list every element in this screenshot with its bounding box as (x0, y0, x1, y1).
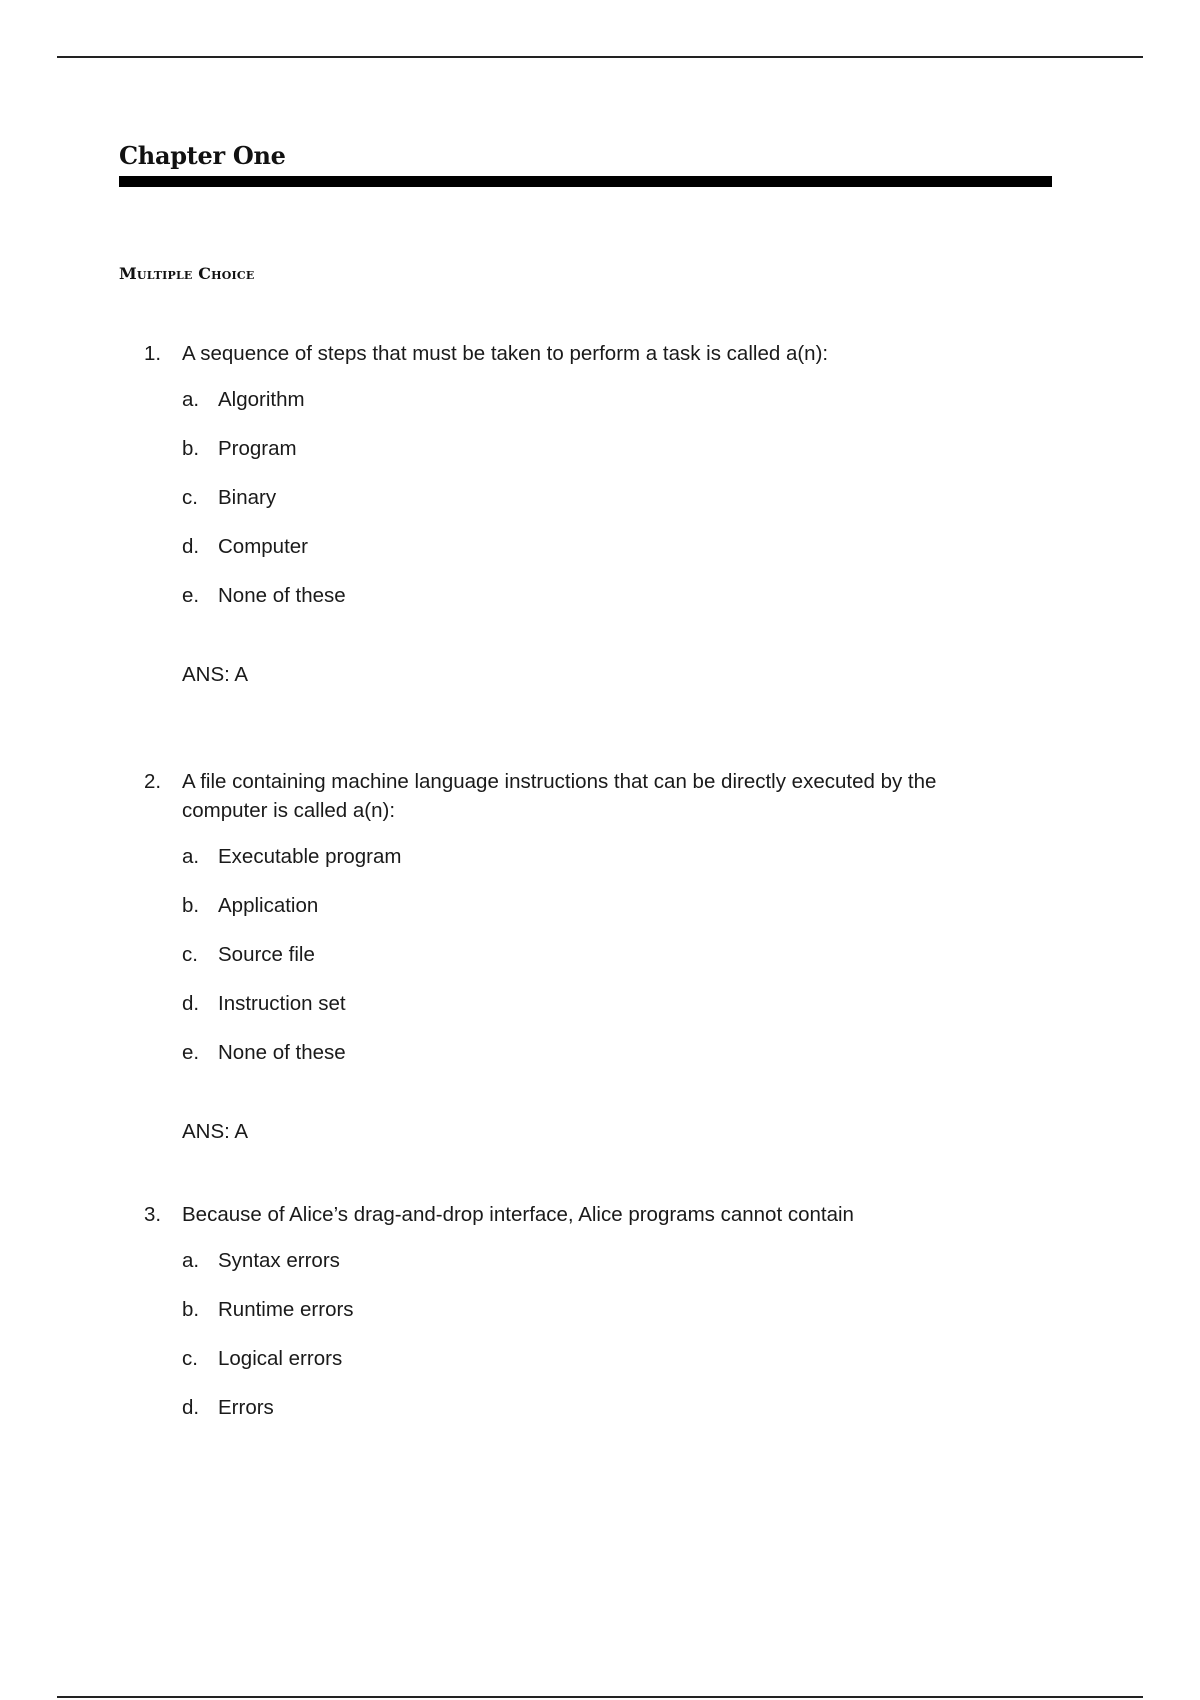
option-text: Computer (218, 535, 309, 558)
option-text: Logical errors (218, 1347, 343, 1370)
section-heading: Multiple Choice (119, 264, 255, 283)
option-text: Algorithm (218, 388, 305, 411)
option-letter: c. (182, 1347, 198, 1370)
option-d (144, 1393, 1024, 1422)
page-bottom-rule (57, 1696, 1143, 1698)
page-top-rule (57, 56, 1143, 58)
option-d (144, 989, 1024, 1018)
option-letter: d. (182, 1396, 200, 1419)
answer-key: ANS: A (182, 1120, 249, 1143)
option-letter: a. (182, 1249, 200, 1272)
option-c (144, 940, 1024, 969)
option-letter: b. (182, 1298, 200, 1321)
option-text: None of these (218, 584, 346, 607)
question-text: A sequence of steps that must be taken to perform a task is called a(n): (182, 342, 829, 365)
question-2 (144, 767, 1024, 1146)
option-letter: c. (182, 486, 198, 509)
option-text: Application (218, 894, 319, 917)
option-text: Source file (218, 943, 315, 966)
option-text: Executable program (218, 845, 402, 868)
option-letter: e. (182, 584, 200, 607)
question-stem (144, 339, 1024, 368)
option-e (144, 581, 1024, 610)
option-letter: e. (182, 1041, 200, 1064)
question-1 (144, 339, 1024, 689)
option-c (144, 1344, 1024, 1373)
option-a (144, 385, 1024, 414)
option-letter: b. (182, 894, 200, 917)
option-c (144, 483, 1024, 512)
question-number: 1. (144, 342, 162, 365)
option-text: Errors (218, 1396, 274, 1419)
option-list (144, 1246, 1024, 1422)
question-3 (144, 1200, 1024, 1422)
option-text: Program (218, 437, 297, 460)
option-text: None of these (218, 1041, 346, 1064)
option-text: Instruction set (218, 992, 346, 1015)
option-letter: a. (182, 845, 200, 868)
option-text: Binary (218, 486, 277, 509)
option-b (144, 891, 1024, 920)
question-stem (144, 1200, 1024, 1229)
option-letter: a. (182, 388, 200, 411)
option-text: Syntax errors (218, 1249, 340, 1272)
question-number: 3. (144, 1203, 162, 1226)
option-a (144, 842, 1024, 871)
option-letter: d. (182, 992, 200, 1015)
option-text: Runtime errors (218, 1298, 354, 1321)
option-a (144, 1246, 1024, 1275)
option-letter: c. (182, 943, 198, 966)
option-list (144, 385, 1024, 610)
option-b (144, 1295, 1024, 1324)
option-d (144, 532, 1024, 561)
chapter-title: Chapter One (119, 141, 286, 170)
question-text: Because of Alice’s drag-and-drop interface, Alice programs cannot contain (182, 1203, 854, 1226)
answer-key: ANS: A (182, 663, 249, 686)
option-letter: b. (182, 437, 200, 460)
question-stem (144, 767, 1024, 825)
question-text: A file containing machine language instructions that can be directly executed by the computer is called a(n): (182, 770, 937, 822)
option-b (144, 434, 1024, 463)
option-letter: d. (182, 535, 200, 558)
option-e (144, 1038, 1024, 1067)
chapter-title-bar (119, 176, 1052, 187)
question-number: 2. (144, 770, 162, 793)
option-list (144, 842, 1024, 1067)
